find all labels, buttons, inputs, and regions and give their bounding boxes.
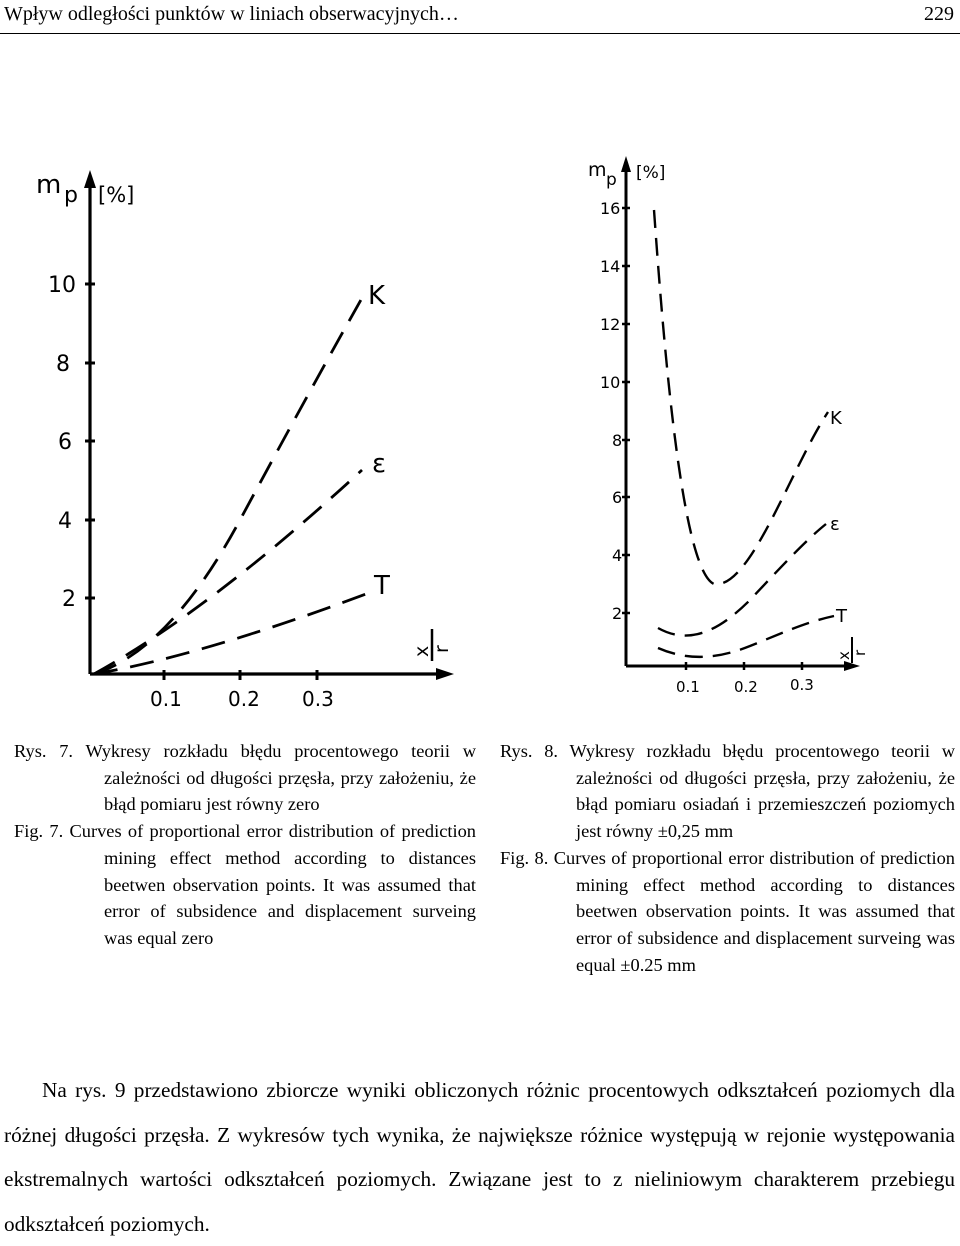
y-tick-label-10: 10 <box>600 373 621 392</box>
x-tick-label-0.2: 0.2 <box>228 687 260 710</box>
caption-left <box>14 738 476 952</box>
curve-k <box>94 298 362 674</box>
y-tick-label-2: 2 <box>612 604 623 623</box>
curve-label-eps: ε <box>372 449 387 479</box>
caption-fig8-pl: Rys. 8. Wykresy rozkładu błędu procentowego teorii w zależności od długości przęsła, przy założeniu, że błąd pomiaru osiadań i przemieszczeń poziomych jest równy ±0,25 mm <box>500 741 955 842</box>
x-axis-label <box>411 629 453 661</box>
curve-label-eps: ε <box>830 514 840 535</box>
curve-label-t: T <box>836 606 847 627</box>
x-tick-label-0.3: 0.3 <box>302 687 334 710</box>
y-tick-label-8: 8 <box>612 431 623 450</box>
y-axis-label-sub: p <box>606 170 617 190</box>
x-axis-label-num: x <box>835 651 853 660</box>
caption-fig7-pl: Rys. 7. Wykresy rozkładu błędu procentowego teorii w zależności od długości przęsła, przy założeniu, że błąd pomiaru jest równy zero <box>14 741 476 815</box>
running-title: Wpływ odległości punktów w liniach obserwacyjnych… <box>4 3 459 25</box>
y-axis-unit: [%] <box>98 183 135 207</box>
curve-t <box>658 616 834 657</box>
x-axis-label <box>835 637 869 663</box>
x-axis-label-num: x <box>411 645 433 657</box>
y-tick-label-6: 6 <box>612 488 623 507</box>
curve-label-k: K <box>830 408 842 429</box>
y-tick-label-6: 6 <box>58 430 72 455</box>
curve-label-t: T <box>374 571 390 601</box>
figure-8 <box>580 150 880 710</box>
x-tick-label-0.1: 0.1 <box>676 678 700 696</box>
curve-t <box>94 594 366 674</box>
y-axis-unit: [%] <box>636 163 666 183</box>
y-axis-label-sub: p <box>64 183 78 208</box>
curve-k <box>654 210 828 584</box>
curve-label-k: K <box>368 281 386 311</box>
y-tick-label-10: 10 <box>48 273 76 298</box>
x-axis-label-den: r <box>431 645 453 653</box>
x-tick-label-0.3: 0.3 <box>790 676 814 694</box>
curve-eps <box>94 470 362 674</box>
y-tick-label-12: 12 <box>600 315 621 334</box>
running-header <box>0 0 960 34</box>
x-tick-label-0.1: 0.1 <box>150 687 182 710</box>
y-tick-label-8: 8 <box>56 352 70 377</box>
y-tick-label-16: 16 <box>600 199 621 218</box>
caption-fig7-en: Fig. 7. Curves of proportional error distribution of prediction mining effect method according to distances beetwen observation points. It was assumed that error of subsidence and displacement surveing was equal zero <box>14 821 476 948</box>
page-number: 229 <box>924 3 954 25</box>
x-tick-label-0.2: 0.2 <box>734 678 758 696</box>
x-axis-arrowhead <box>436 668 454 680</box>
caption-fig8-en: Fig. 8. Curves of proportional error distribution of prediction mining effect method according to distances beetwen observation points. It was assumed that error of subsidence and displacement surveing was equal ±0.25 mm <box>500 847 955 975</box>
y-axis-label-m: m <box>588 159 607 181</box>
y-tick-label-4: 4 <box>612 546 623 565</box>
y-tick-label-2: 2 <box>62 587 76 612</box>
y-tick-label-4: 4 <box>58 509 72 534</box>
body-paragraph: Na rys. 9 przedstawiono zbiorcze wyniki obliczonych różnic procentowych odkształceń poziomych dla różnej długości przęsła. Z wykresów tych wynika, że największe różnice występują w rejonie występowania ekstremalnych wartości odkształceń poziomych. Związane jest to z nieliniowym charakterem przebiegu odkształceń poziomych. <box>4 1078 955 1236</box>
y-tick-label-14: 14 <box>600 257 621 276</box>
y-axis-arrowhead <box>621 156 631 172</box>
y-axis-label <box>36 170 134 208</box>
x-axis-label-den: r <box>851 649 869 656</box>
caption-right <box>500 738 955 978</box>
figure-7 <box>0 140 480 710</box>
y-axis-arrowhead <box>84 170 96 188</box>
y-axis-label-m: m <box>36 170 62 200</box>
curve-eps <box>658 524 826 636</box>
